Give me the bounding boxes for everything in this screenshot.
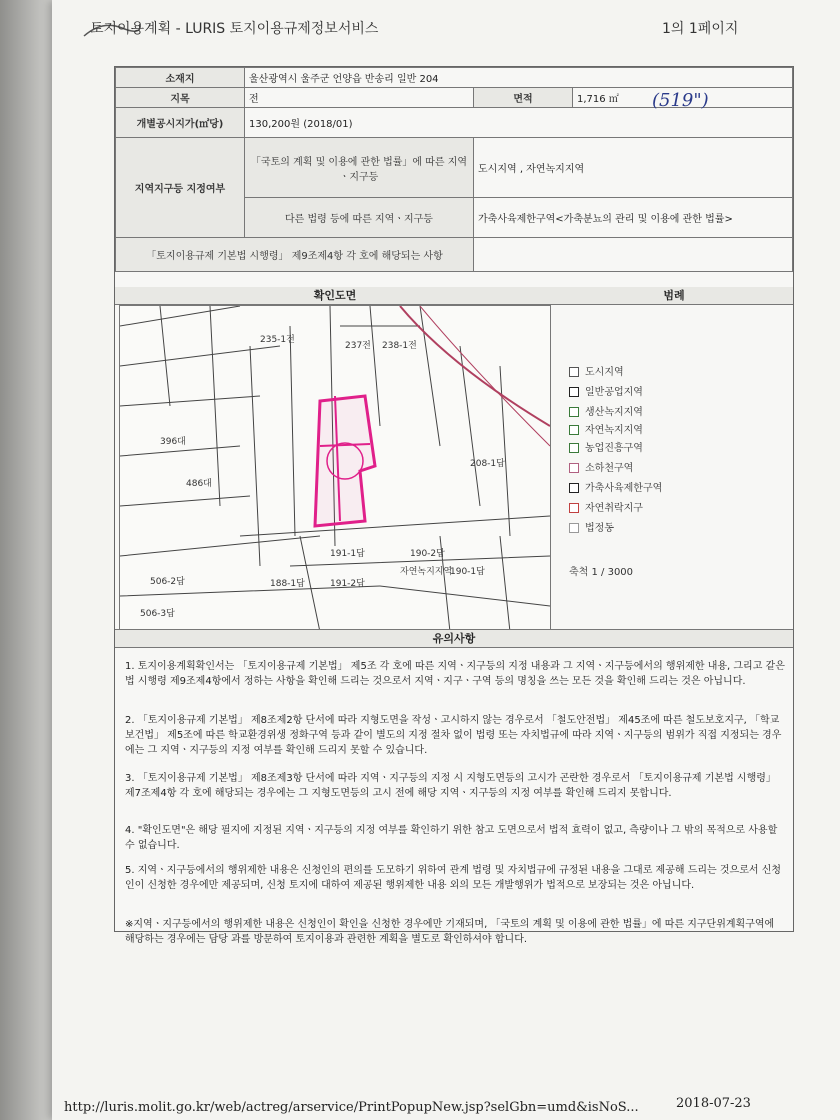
- lot-label: 396대: [160, 437, 186, 447]
- enforcement-decree-label: 「토지이용규제 기본법 시행령」 제9조제4항 각 호에 해당되는 사항: [116, 238, 474, 272]
- footer-date: 2018-07-23: [676, 1096, 751, 1111]
- map-scale: 축척 1 / 3000: [569, 567, 634, 578]
- footer-url: http://luris.molit.go.kr/web/actreg/arservice/PrintPopupNew.jsp?selGbn=umd&isNoS...: [64, 1100, 639, 1115]
- lot-label: 238-1전: [382, 341, 417, 351]
- legend-item: 자연취락지구: [569, 499, 643, 514]
- lot-label: 190-2답: [410, 549, 445, 559]
- lot-label: 486대: [186, 479, 212, 489]
- legend-item: 법정동: [569, 519, 614, 534]
- legend-item: 도시지역: [569, 363, 624, 378]
- lot-label: 191-2답: [330, 579, 365, 589]
- legend-swatch: [569, 463, 579, 473]
- confirmation-map: [119, 305, 551, 633]
- legend-item: 일반공업지역: [569, 383, 643, 398]
- address-value: 울산광역시 울주군 언양읍 반송리 일반 204: [245, 68, 793, 88]
- lot-label: 자연녹지지역: [400, 567, 453, 577]
- lot-label: 208-1답: [470, 459, 505, 469]
- legend-item: 자연녹지지역: [569, 421, 643, 436]
- legend-item: 생산녹지지역: [569, 403, 643, 418]
- legend-swatch: [569, 523, 579, 533]
- legend-item: 농업진흥구역: [569, 439, 643, 454]
- background-edge: [0, 0, 52, 1120]
- note-item: 4. "확인도면"은 해당 필지에 지정된 지역ㆍ지구등의 지정 여부를 확인하기 위한 참고 도면으로서 법적 효력이 없고, 측량이나 그 밖의 목적으로 사용할 수 없습니다.: [125, 825, 778, 851]
- lot-label: 506-3답: [140, 609, 175, 619]
- legend-swatch: [569, 443, 579, 453]
- land-category-label: 지목: [116, 88, 245, 108]
- notes-section-title: 유의사항: [115, 629, 793, 648]
- address-label: 소재지: [116, 68, 245, 88]
- note-item: 3. 「토지이용규제 기본법」 제8조제3항 단서에 따라 지역ㆍ지구등의 지정 시 지형도면등의 고시가 곤란한 경우로서 「토지이용규제 기본법 시행령」 제7조제4항 각 호에 해당되는 경우에는 그 지형도면등의 고시 전에 해당 지역ㆍ지구등의 지정 여부를 확인해 드리지 못합니다.: [125, 773, 776, 799]
- zone-designation-label: 지역지구등 지정여부: [116, 138, 245, 238]
- land-use-plan-sheet: [114, 66, 794, 945]
- legend-item: 가축사육제한구역: [569, 479, 662, 494]
- enforcement-decree-value: [474, 238, 793, 272]
- legend-swatch: [569, 367, 579, 377]
- lot-label: 188-1답: [270, 579, 305, 589]
- legend-item: 소하천구역: [569, 459, 633, 474]
- legend-swatch: [569, 407, 579, 417]
- legend-section-title: 범례: [555, 287, 793, 305]
- legend-swatch: [569, 425, 579, 435]
- other-law-zones: 가축사육제한구역<가축분뇨의 관리 및 이용에 관한 법률>: [474, 198, 793, 238]
- lot-label: 191-1답: [330, 549, 365, 559]
- land-category-value: 전: [245, 88, 474, 108]
- header-title: 토지이용계획 - LURIS 토지이용규제정보서비스: [90, 21, 379, 37]
- national-plan-law-label: 「국토의 계획 및 이용에 관한 법률」에 따른 지역ㆍ지구등: [245, 138, 474, 198]
- note-item: ※지역ㆍ지구등에서의 행위제한 내용은 신청인이 확인을 신청한 경우에만 기재되며, 「국토의 계획 및 이용에 관한 법률」에 따른 지구단위계획구역에 해당하는 경우에는 담당 과를 방문하여 토지이용과 관련한 계획을 별도로 확인하셔야 합니다.: [125, 919, 775, 945]
- area-label: 면적: [474, 88, 573, 108]
- cadastral-map-drawing: [120, 306, 550, 632]
- national-plan-zones: 도시지역 , 자연녹지지역: [474, 138, 793, 198]
- header-page-number: 1의 1페이지: [662, 21, 739, 37]
- lot-label: 235-1전: [260, 335, 295, 345]
- handwritten-note: (519"): [652, 90, 709, 111]
- area-value: 1,716 ㎡: [573, 88, 793, 108]
- note-item: 2. 「토지이용규제 기본법」 제8조제2항 단서에 따라 지형도면을 작성ㆍ고시하지 않는 경우로서 「철도안전법」 제45조에 따른 철도보호지구, 「학교보건법」 제5조에 따른 학교환경위생 정화구역 등과 같이 별도의 지정 절차 없이 법령 또는 자치법규에 따라 지역ㆍ지구등의 범위가 직접 지정되는 경우에는 그 지역ㆍ지구등의 지정 여부를 확인해 드리지 못할 수 있습니다.: [125, 715, 782, 756]
- land-price-value: 130,200원 (2018/01): [245, 108, 793, 138]
- map-section-title: 확인도면: [115, 287, 555, 305]
- note-item: 5. 지역ㆍ지구등에서의 행위제한 내용은 신청인의 편의를 도모하기 위하여 관계 법령 및 자치법규에 규정된 내용을 그대로 제공해 드리는 것으로서 신청인이 신청한 경우에만 제공되며, 신청 토지에 대하여 제공된 행위제한 내용 외의 모든 개발행위가 법적으로 보장되는 것은 아닙니다.: [125, 865, 782, 891]
- note-item: 1. 토지이용계획확인서는 「토지이용규제 기본법」 제5조 각 호에 따른 지역ㆍ지구등의 지정 내용과 그 지역ㆍ지구등에서의 행위제한 내용, 그리고 같은 법 시행령 제9조제4항에서 정하는 사항을 확인해 드리는 것으로서 지역ㆍ지구ㆍ구역 등의 명칭을 쓰는 모든 것을 확인해 드리는 것은 아닙니다.: [125, 661, 785, 687]
- printed-page: [52, 0, 840, 1120]
- legend-panel: [559, 305, 789, 631]
- lot-label: 506-2답: [150, 577, 185, 587]
- legend-swatch: [569, 503, 579, 513]
- lot-label: 237전: [345, 341, 371, 351]
- other-law-label: 다른 법령 등에 따른 지역ㆍ지구등: [245, 198, 474, 238]
- land-price-label: 개별공시지가(㎡당): [116, 108, 245, 138]
- legend-swatch: [569, 483, 579, 493]
- lot-label: 190-1답: [450, 567, 485, 577]
- legend-swatch: [569, 387, 579, 397]
